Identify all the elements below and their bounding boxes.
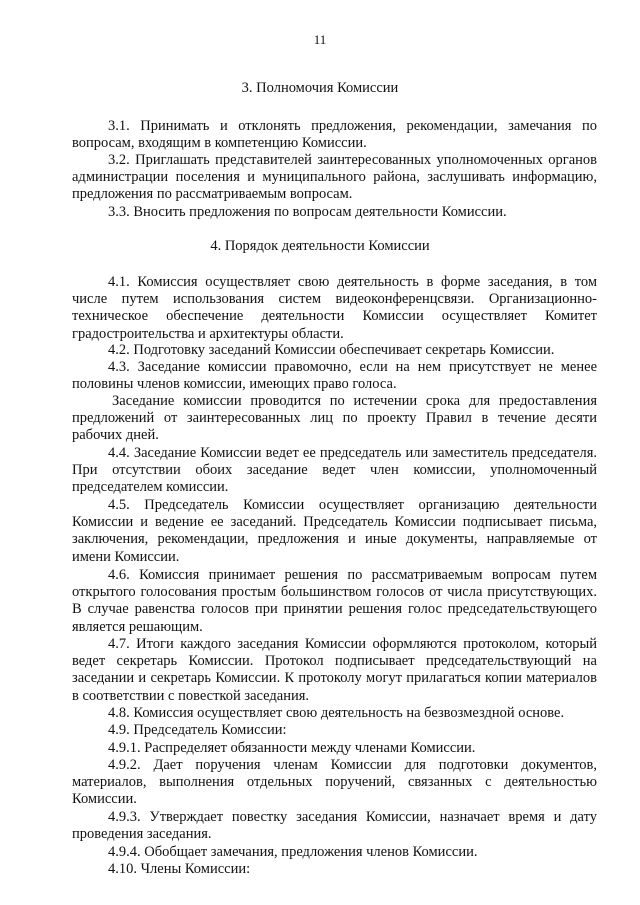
paragraph-4-8: 4.8. Комиссия осуществляет свою деятельность на безвозмездной основе. bbox=[108, 705, 565, 721]
paragraph-4-10: 4.10. Члены Комиссии: bbox=[108, 861, 251, 877]
paragraph-4-9-2: 4.9.2. Дает поручения членам Комиссии для подготовки документов, материалов, выполнения отдельных поручений, связанных с деятельностью Комиссии. bbox=[72, 757, 597, 808]
paragraph-4-9-3: 4.9.3. Утверждает повестку заседания Комиссии, назначает время и дату проведения заседания. bbox=[72, 809, 597, 843]
paragraph-4-4: 4.4. Заседание Комиссии ведет ее председатель или заместитель председателя. При отсутствии обоих заседание ведет член комиссии, уполномоченный председателем комиссии. bbox=[72, 445, 597, 496]
paragraph-3-1: 3.1. Принимать и отклонять предложения, рекомендации, замечания по вопросам, входящим в компетенцию Комиссии. bbox=[72, 118, 597, 152]
paragraph-4-1: 4.1. Комиссия осуществляет свою деятельность в форме заседания, в том числе путем использования систем видеоконференцсвязи. Организационно-техническое обеспечение деятельности Комиссии осуществляет Комитет градостроительства и архитектуры области. bbox=[72, 274, 597, 342]
paragraph-4-6: 4.6. Комиссия принимает решения по рассматриваемым вопросам путем открытого голосования простым большинством голосов от числа присутствующих. В случае равенства голосов при принятии решения голос председательствующего является решающим. bbox=[72, 567, 597, 635]
section-heading-3: 3. Полномочия Комиссии bbox=[241, 80, 399, 96]
page-number: 11 bbox=[313, 32, 327, 47]
paragraph-4-3: 4.3. Заседание комиссии правомочно, если на нем присутствует не менее половины членов комиссии, имеющих право голоса. bbox=[72, 359, 597, 393]
paragraph-4-9: 4.9. Председатель Комиссии: bbox=[108, 722, 287, 738]
paragraph-3-2: 3.2. Приглашать представителей заинтересованных уполномоченных органов администрации поселения и муниципального района, заслушивать информацию, предложения по рассматриваемым вопросам. bbox=[72, 152, 597, 203]
paragraph-4-3-continued: Заседание комиссии проводится по истечении срока для предоставления предложений от заинтересованных лиц по проекту Правил в течение десяти рабочих дней. bbox=[72, 393, 597, 444]
paragraph-4-9-1: 4.9.1. Распределяет обязанности между членами Комиссии. bbox=[108, 740, 476, 756]
section-heading-4: 4. Порядок деятельности Комиссии bbox=[210, 238, 430, 254]
paragraph-4-7: 4.7. Итоги каждого заседания Комиссии оформляются протоколом, который ведет секретарь Комиссии. Протокол подписывает председательствующий на заседании и секретарь Комиссии. К протоколу могут прилагаться копии материалов в соответствии с повесткой заседания. bbox=[72, 636, 597, 704]
paragraph-4-5: 4.5. Председатель Комиссии осуществляет организацию деятельности Комиссии и ведение ее заседаний. Председатель Комиссии подписывает письма, заключения, рекомендации, предложения и иные документы, направляемые от имени Комиссии. bbox=[72, 497, 597, 565]
paragraph-4-2: 4.2. Подготовку заседаний Комиссии обеспечивает секретарь Комиссии. bbox=[108, 342, 555, 358]
paragraph-3-3: 3.3. Вносить предложения по вопросам деятельности Комиссии. bbox=[108, 204, 507, 220]
paragraph-4-9-4: 4.9.4. Обобщает замечания, предложения членов Комиссии. bbox=[108, 844, 478, 860]
